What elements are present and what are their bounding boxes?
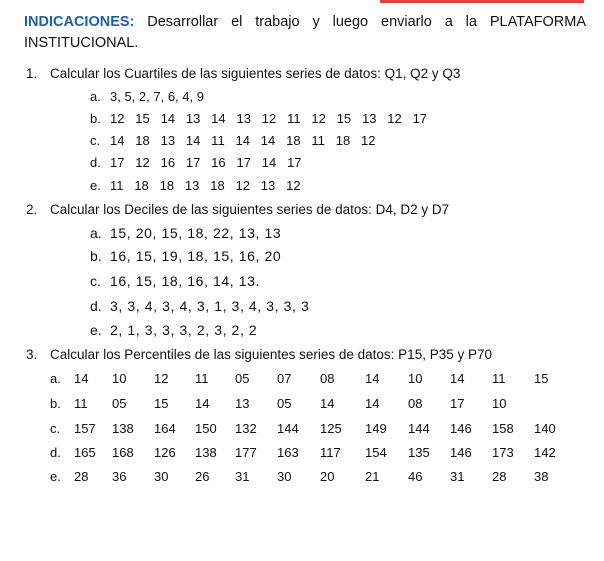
table-cell: 17	[450, 396, 465, 411]
table-cell: 31	[450, 469, 465, 484]
q2-item-b	[90, 248, 281, 264]
item-values: 17 12 16 17 16 17 14 17	[110, 155, 302, 170]
table-cell: 173	[492, 445, 514, 460]
q1-item-b	[90, 111, 427, 126]
item-letter: c.	[90, 273, 101, 289]
item-values: 14 18 13 14 11 14 14 18 11 18 12	[110, 133, 376, 148]
table-cell: 117	[320, 445, 341, 460]
table-cell: 150	[195, 421, 217, 436]
instructions-heading: INDICACIONES:	[24, 14, 135, 30]
table-cell: 125	[320, 421, 342, 436]
row-letter: a.	[50, 371, 61, 386]
table-cell: 142	[534, 445, 556, 460]
table-cell: 14	[195, 396, 210, 411]
table-cell: 30	[277, 469, 292, 484]
table-cell: 08	[408, 396, 423, 411]
table-cell: 15	[154, 396, 169, 411]
question-1-number: 1.	[26, 66, 38, 81]
table-cell: 140	[534, 421, 556, 436]
question-3-title: Calcular los Percentiles de las siguientes series de datos: P15, P35 y P70	[50, 347, 492, 362]
item-letter: d.	[90, 298, 102, 314]
row-letter: c.	[50, 421, 61, 436]
instructions-text: Desarrollar el trabajo y luego enviarlo a la PLATAFORMA INSTITUCIONAL.	[24, 14, 586, 51]
table-cell: 168	[112, 445, 134, 460]
table-cell: 146	[450, 445, 472, 460]
header-accent-line	[380, 0, 584, 3]
table-cell: 15	[534, 371, 549, 386]
question-3	[26, 347, 492, 362]
question-3-number: 3.	[26, 347, 38, 362]
q2-item-d	[90, 298, 309, 314]
row-letter: b.	[50, 396, 61, 411]
table-cell: 144	[408, 421, 430, 436]
table-cell: 165	[74, 445, 96, 460]
table-cell: 10	[408, 371, 423, 386]
item-values: 3, 3, 4, 3, 4, 3, 1, 3, 4, 3, 3, 3	[110, 298, 310, 314]
table-cell: 11	[195, 371, 209, 386]
question-2-title: Calcular los Deciles de las siguientes series de datos: D4, D2 y D7	[50, 202, 450, 217]
table-cell: 14	[365, 371, 380, 386]
table-cell: 135	[408, 445, 430, 460]
q2-item-c	[90, 273, 260, 289]
item-values: 16, 15, 18, 16, 14, 13.	[110, 273, 261, 289]
item-values: 2, 1, 3, 3, 3, 2, 3, 2, 2	[110, 322, 258, 338]
q1-item-e	[90, 178, 301, 193]
table-cell: 132	[235, 421, 257, 436]
row-letter: d.	[50, 445, 61, 460]
table-cell: 20	[320, 469, 335, 484]
table-cell: 13	[235, 396, 250, 411]
table-cell: 28	[492, 469, 507, 484]
table-cell: 138	[112, 421, 134, 436]
table-cell: 10	[492, 396, 507, 411]
table-cell: 05	[235, 371, 250, 386]
table-cell: 08	[320, 371, 335, 386]
item-values: 16, 15, 19, 18, 15, 16, 20	[110, 248, 282, 264]
table-cell: 46	[408, 469, 423, 484]
item-letter: a.	[90, 225, 102, 241]
table-cell: 30	[154, 469, 169, 484]
table-cell: 36	[112, 469, 127, 484]
instructions	[24, 12, 586, 54]
item-values: 15, 20, 15, 18, 22, 13, 13	[110, 225, 282, 241]
item-letter: a.	[90, 89, 101, 104]
table-cell: 05	[277, 396, 292, 411]
table-cell: 14	[365, 396, 380, 411]
table-cell: 158	[492, 421, 514, 436]
item-letter: d.	[90, 155, 101, 170]
table-cell: 38	[534, 469, 549, 484]
item-values: 3, 5, 2, 7, 6, 4, 9	[110, 89, 204, 104]
table-cell: 138	[195, 445, 217, 460]
table-cell: 07	[277, 371, 292, 386]
table-cell: 126	[154, 445, 176, 460]
table-cell: 14	[450, 371, 465, 386]
question-1-title: Calcular los Cuartiles de las siguientes series de datos: Q1, Q2 y Q3	[50, 66, 461, 81]
table-cell: 12	[154, 371, 169, 386]
table-cell: 11	[492, 371, 506, 386]
table-cell: 154	[365, 445, 387, 460]
q2-item-e	[90, 322, 257, 338]
table-cell: 21	[365, 469, 380, 484]
table-cell: 11	[74, 396, 88, 411]
question-2-number: 2.	[26, 202, 38, 217]
table-cell: 10	[112, 371, 127, 386]
item-letter: e.	[90, 322, 102, 338]
question-2	[26, 202, 449, 217]
row-letter: e.	[50, 469, 61, 484]
table-cell: 144	[277, 421, 299, 436]
table-cell: 28	[74, 469, 89, 484]
table-cell: 146	[450, 421, 472, 436]
q1-item-c	[90, 133, 375, 148]
q1-item-d	[90, 155, 302, 170]
q2-item-a	[90, 225, 281, 241]
item-letter: b.	[90, 111, 101, 126]
item-letter: c.	[90, 133, 101, 148]
table-cell: 31	[235, 469, 250, 484]
table-cell: 157	[74, 421, 96, 436]
table-cell: 163	[277, 445, 299, 460]
q1-item-a	[90, 89, 204, 104]
table-cell: 14	[74, 371, 89, 386]
table-cell: 05	[112, 396, 127, 411]
question-1	[26, 66, 460, 81]
table-cell: 177	[235, 445, 257, 460]
table-cell: 14	[320, 396, 335, 411]
table-cell: 26	[195, 469, 210, 484]
item-letter: b.	[90, 248, 102, 264]
table-cell: 149	[365, 421, 387, 436]
item-values: 12 15 14 13 14 13 12 11 12 15 13 12 17	[110, 111, 428, 126]
item-values: 11 18 18 13 18 12 13 12	[110, 178, 301, 193]
table-cell: 164	[154, 421, 176, 436]
item-letter: e.	[90, 178, 101, 193]
